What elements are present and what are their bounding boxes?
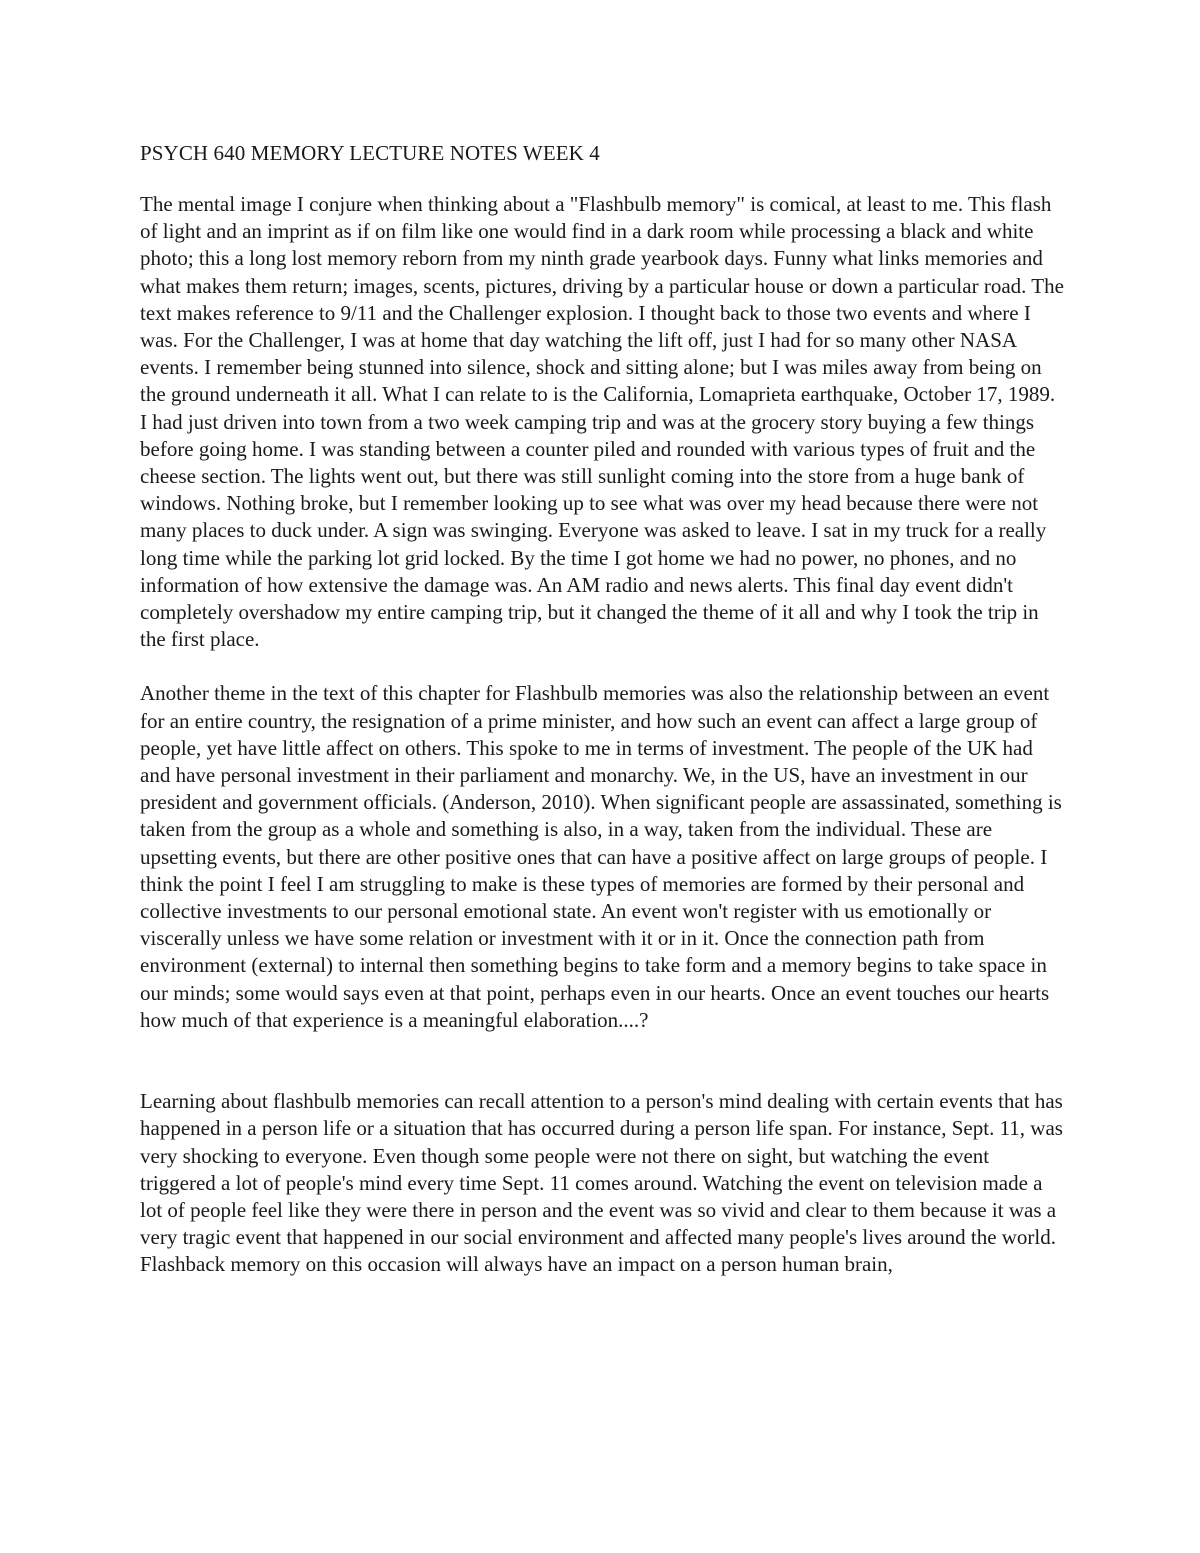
paragraph-investment-theme: Another theme in the text of this chapter for Flashbulb memories was also the relationship between an event for an entire country, the resignation of a prime minister, and how such an event can affect a large group of people, yet have little affect on others. This spoke to me in terms of investment. The people of the UK had and have personal investment in their parliament and monarchy. We, in the US, have an investment in our president and government officials. (Anderson, 2010). When significant people are assassinated, something is taken from the group as a whole and something is also, in a way, taken from the individual. These are upsetting events, but there are other positive ones that can have a positive affect on large groups of people. I think the point I feel I am struggling to make is these types of memories are formed by their personal and collective investments to our personal emotional state. An event won't register with us emotionally or viscerally unless we have some relation or investment with it or in it. Once the connection path from environment (external) to internal then something begins to take form and a memory begins to take space in our minds; some would says even at that point, perhaps even in our hearts. Once an event touches our hearts how much of that experience is a meaningful elaboration....?: [140, 681, 1062, 1032]
document-body: [140, 140, 1065, 1279]
paragraph-flashbulb-memory: The mental image I conjure when thinking about a "Flashbulb memory" is comical, at least to me. This flash of light and an imprint as if on film like one would find in a dark room while processing a black and white photo; this a long lost memory reborn from my ninth grade yearbook days. Funny what links memories and what makes them return; images, scents, pictures, driving by a particular house or down a particular road. The text makes reference to 9/11 and the Challenger explosion. I thought back to those two events and where I was. For the Challenger, I was at home that day watching the lift off, just I had for so many other NASA events. I remember being stunned into silence, shock and sitting alone; but I was miles away from being on the ground underneath it all. What I can relate to is the California, Lomaprieta earthquake, October 17, 1989. I had just driven into town from a two week camping trip and was at the grocery story buying a few things before going home. I was standing between a counter piled and rounded with various types of fruit and the cheese section. The lights went out, but there was still sunlight coming into the store from a huge bank of windows. Nothing broke, but I remember looking up to see what was over my head because there were not many places to duck under. A sign was swinging. Everyone was asked to leave. I sat in my truck for a really long time while the parking lot grid locked. By the time I got home we had no power, no phones, and no information of how extensive the damage was. An AM radio and news alerts. This final day event didn't completely overshadow my entire camping trip, but it changed the theme of it all and why I took the trip in the first place.: [140, 192, 1064, 652]
document-title: PSYCH 640 MEMORY LECTURE NOTES WEEK 4: [140, 141, 600, 165]
paragraph-learning-flashbulb: Learning about flashbulb memories can recall attention to a person's mind dealing with certain events that has happened in a person life or a situation that has occurred during a person life span. For instance, Sept. 11, was very shocking to everyone. Even though some people were not there on sight, but watching the event triggered a lot of people's mind every time Sept. 11 comes around. Watching the event on television made a lot of people feel like they were there in person and the event was so vivid and clear to them because it was a very tragic event that happened in our social environment and affected many people's lives around the world. Flashback memory on this occasion will always have an impact on a person human brain,: [140, 1089, 1063, 1277]
